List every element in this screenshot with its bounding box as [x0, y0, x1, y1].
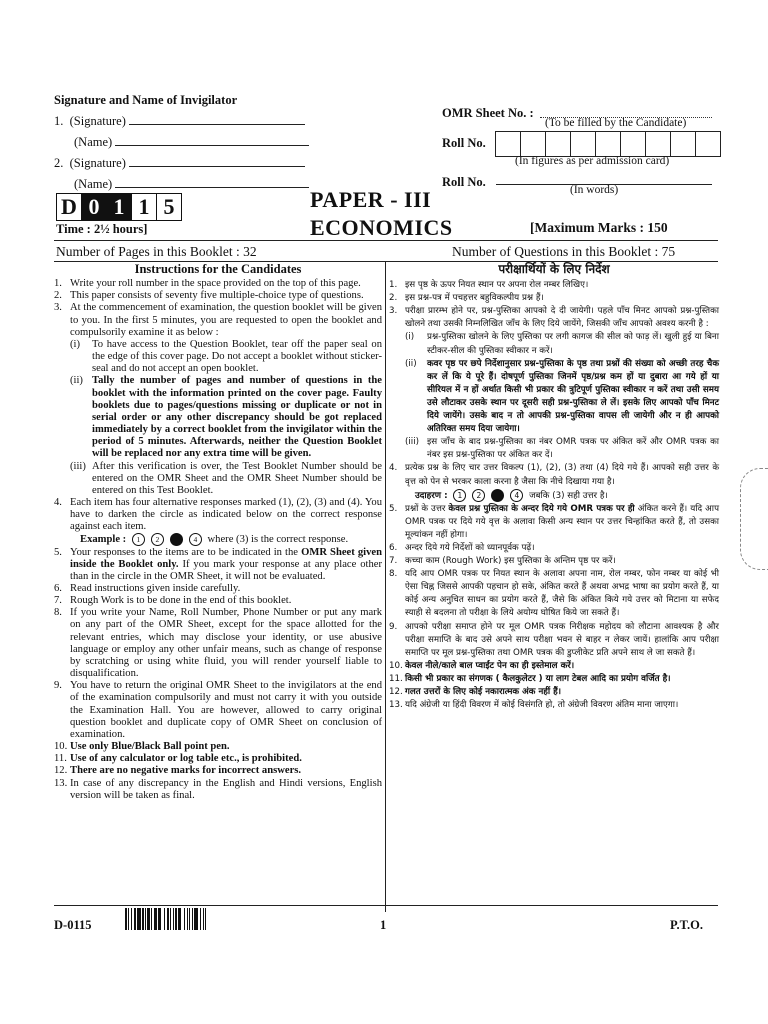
list-item: 12. गलत उत्तरों के लिए कोई नकारात्मक अंक नहीं हैं।: [389, 687, 562, 697]
list-item: 11. Use of any calculator or log table etc., is prohibited.: [54, 753, 302, 765]
invigilator-signature-1[interactable]: 1. (Signature): [54, 114, 305, 129]
list-item: 9. You have to return the original OMR Sheet to the invigilators at the end of the examination compulsorily and must not carry it with you outside the Examination Hall. You are however, allowed to carry original question booklet and duplicate copy of OMR Sheet on conclusion of examination.: [54, 680, 382, 740]
roll-words-label: Roll No.: [442, 175, 486, 189]
list-item: 2. इस प्रश्न-पत्र में पचहत्तर बहुविकल्पीय प्रश्न हैं।: [389, 293, 544, 304]
roll-number-label: Roll No.: [442, 136, 486, 150]
option-circle-icon: 2: [472, 489, 485, 502]
list-item: 8. यदि आप OMR पत्रक पर नियत स्थान के अलावा अपना नाम, रोल नम्बर, फोन नम्बर या कोई भी ऐसा चिह्न जिससे आपकी पहचान हो सके, अंकित करते हैं अथवा अभद्र भाषा का प्रयोग करते हैं, या कोई अन्य अनुचित साधन का प्रयोग करते हैं, जैसे कि अंकित किये गये उत्तर को मिटाना या सफेद स्याही से बदलना तो परीक्षा के लिये अयोग्य घोषित किये जा सकते हैं।: [389, 569, 719, 619]
roll-words-hint: (In words): [570, 184, 619, 196]
divider: [54, 240, 718, 241]
pages-count: Number of Pages in this Booklet : 32: [56, 244, 257, 259]
instructions-english: [54, 263, 382, 802]
list-item: 4. प्रत्येक प्रश्न के लिए चार उत्तर विकल्प (1), (2), (3) तथा (4) दिये गये हैं। आपको सही उत्तर के वृत्त को पेन से भरकर काला करना है जैसा कि नीचे दिखाया गया है।: [389, 463, 719, 487]
example-row: उदाहरण : 1 2 4 जबकि (3) सही उत्तर है।: [415, 490, 608, 501]
paper-code-char: D: [56, 193, 82, 221]
pto-label: P.T.O.: [670, 918, 703, 932]
omr-sheet-hint: (To be filled by the Candidate): [545, 117, 687, 129]
roll-number-hint: (In figures as per admission card): [515, 155, 670, 167]
invigilator-signature-2[interactable]: 2. (Signature): [54, 156, 305, 171]
list-item: 8. If you write your Name, Roll Number, Phone Number or put any mark on any part of the OMR Sheet, except for the space allotted for the relevant entries, which may disclose your identity, or use abusive language or employ any other unfair means, such as change of response by scratching or using white fluid, you will render yourself liable to disqualification.: [54, 607, 382, 680]
list-item: 3. परीक्षा प्रारम्भ होने पर, प्रश्न-पुस्तिका आपको दे दी जायेगी। पहले पाँच मिनट आपको प्रश्न-पुस्तिका खोलने तथा उसकी निम्नलिखित जाँच के लिए दिये जायेंगे, जिसकी जाँच आपको अवश्य करनी है :: [389, 306, 719, 330]
page-number: 1: [380, 918, 387, 932]
list-item: 3. At the commencement of examination, the question booklet will be given to you. In the first 5 minutes, you are requested to open the booklet and compulsorily examine it as below :: [54, 302, 382, 338]
paper-code-char: 1: [131, 193, 157, 221]
questions-count: Number of Questions in this Booklet : 75: [452, 244, 676, 259]
list-item: 13. यदि अंग्रेजी या हिंदी विवरण में कोई विसंगति हो, तो अंग्रेजी विवरण अंतिम माना जाएगा।: [389, 700, 679, 711]
list-subitem: (iii) After this verification is over, the Test Booklet Number should be entered on the OMR Sheet and the OMR Sheet Number should be entered on this Test Booklet.: [70, 460, 382, 496]
list-item: 9. आपको परीक्षा समाप्त होने पर मूल OMR पत्रक निरीक्षक महोदय को लौटाना आवश्यक है और परीक्षा समाप्ति के बाद उसे अपने साथ परीक्षा भवन से बाहर न लेकर जायें। हालांकि आप परीक्षा समाप्ति पर मूल प्रश्न-पुस्तिका तथा OMR पत्रक की डुप्लीकेट प्रति अपने साथ ले जा सकते हैं।: [389, 621, 719, 658]
filled-circle-icon: [491, 489, 504, 502]
example-row: Example : 1 2 4 where (3) is the correct response.: [80, 534, 349, 546]
invigilator-name-2[interactable]: (Name): [74, 177, 309, 192]
roll-number-boxes[interactable]: [495, 131, 720, 157]
list-item: 4. Each item has four alternative responses marked (1), (2), (3) and (4). You have to darken the circle as indicated below on the correct response against each item.: [54, 496, 382, 533]
barcode: [125, 908, 285, 930]
option-circle-icon: 2: [151, 533, 164, 546]
option-circle-icon: 4: [510, 489, 523, 502]
instructions-title-hindi: परीक्षार्थियों के लिए निर्देश: [498, 262, 610, 276]
instructions-title: Instructions for the Candidates: [134, 262, 302, 276]
list-subitem: (ii) कवर पृष्ठ पर छपे निर्देशानुसार प्रश्न-पुस्तिका के पृष्ठ तथा प्रश्नों की संख्या को अच्छी तरह चैक कर लें कि ये पूरे हैं। दोषपूर्ण पुस्तिका जिनमें पृष्ठ/प्रश्न कम हों या दुबारा आ गये हों या सीरियल में न हों अर्थात किसी भी प्रकार की त्रुटिपूर्ण पुस्तिका स्वीकार न करें तथा उसी समय उसे लौटाकर उसके स्थान पर दूसरी सही प्रश्न-पुस्तिका ले लें। इसके लिए आपको पाँच मिनट दिये जायेंगे। उसके बाद न तो आपकी प्रश्न-पुस्तिका वापस ली जायेगी और न ही आपको अतिरिक्त समय दिया जायेगा।: [405, 358, 719, 435]
list-item: 10. केवल नीले/काले बाल प्वाईंट पेन का ही इस्तेमाल करें।: [389, 660, 575, 671]
column-divider: [385, 262, 386, 912]
invigilator-title: Signature and Name of Invigilator: [54, 93, 238, 107]
paper-code: [56, 193, 181, 221]
time-allowed: Time : 2½ hours]: [56, 222, 148, 236]
list-item: 1. इस पृष्ठ के ऊपर नियत स्थान पर अपना रोल नम्बर लिखिए।: [389, 280, 589, 291]
list-item: 1. Write your roll number in the space provided on the top of this page.: [54, 278, 361, 290]
footer-paper-code: D-0115: [54, 918, 92, 932]
option-circle-icon: 1: [453, 489, 466, 502]
list-item: 5. Your responses to the items are to be indicated in the OMR Sheet given inside the Booklet only. If you mark your response at any place other than in the circle in the OMR Sheet, it will not be evaluated.: [54, 546, 382, 582]
list-subitem: (ii) Tally the number of pages and number of questions in the booklet with the information printed on the cover page. Faulty booklets due to pages/questions missing or duplicate or not in serial order or any other discrepancy should be got replaced immediately by a correct booklet from the invigilator within the period of 5 minutes. Afterwards, neither the Question Booklet will be replaced nor any extra time will be given.: [70, 375, 382, 460]
side-tab-mark: [740, 468, 768, 570]
filled-circle-icon: [170, 533, 183, 546]
subject-title: ECONOMICS: [310, 215, 453, 240]
list-item: 5. प्रश्नों के उत्तर केवल प्रश्न पुस्तिका के अन्दर दिये गये OMR पत्रक पर ही अंकित करने हैं। यदि आप OMR पत्रक पर दिये गये वृत्त के अलावा किसी अन्य स्थान पर उत्तर चिन्हांकित करते हैं, तो उसका मूल्यांकन नहीं होगा।: [389, 503, 719, 540]
list-item: 7. Rough Work is to be done in the end of this booklet.: [54, 595, 292, 607]
invigilator-name-1[interactable]: (Name): [74, 135, 309, 150]
list-subitem: (i) प्रश्न-पुस्तिका खोलने के लिए पुस्तिका पर लगी कागज की सील को फाड़ लें। खुली हुई या बिना स्टीकर-सील की पुस्तिका स्वीकार न करें।: [405, 332, 719, 356]
omr-sheet-label: OMR Sheet No. :: [442, 106, 534, 120]
list-item: 6. अन्दर दिये गये निर्देशों को ध्यानपूर्वक पढ़ें।: [389, 542, 535, 553]
paper-code-char: 5: [156, 193, 182, 221]
list-item: 2. This paper consists of seventy five multiple-choice type of questions.: [54, 290, 364, 302]
divider: [54, 905, 718, 906]
list-item: 12. There are no negative marks for incorrect answers.: [54, 765, 302, 777]
option-circle-icon: 1: [132, 533, 145, 546]
paper-title: PAPER - III: [310, 187, 432, 212]
paper-code-char: 1: [106, 193, 132, 221]
paper-code-char: 0: [81, 193, 107, 221]
list-item: 13. In case of any discrepancy in the English and Hindi versions, English version will be taken as final.: [54, 777, 382, 801]
list-subitem: (i) To have access to the Question Booklet, tear off the paper seal on the edge of this cover page. Do not accept a booklet without sticker-seal and do not accept an open booklet.: [70, 338, 382, 375]
list-item: 6. Read instructions given inside carefully.: [54, 583, 241, 594]
list-item: 7. कच्चा काम (Rough Work) इस पुस्तिका के अन्तिम पृष्ठ पर करें।: [389, 556, 616, 567]
list-item: 11. किसी भी प्रकार का संगणक ( कैलकुलेटर ) या लाग टेबल आदि का प्रयोग वर्जित है।: [389, 673, 671, 684]
list-subitem: (iii) इस जाँच के बाद प्रश्न-पुस्तिका का नंबर OMR पत्रक पर अंकित करें और OMR पत्रक का नंबर इस प्रश्न-पुस्तिका पर अंकित कर दें।: [405, 437, 719, 461]
list-item: 10. Use only Blue/Black Ball point pen.: [54, 741, 230, 753]
option-circle-icon: 4: [189, 533, 202, 546]
max-marks: [Maximum Marks : 150: [530, 220, 668, 235]
instructions-hindi: [389, 263, 719, 712]
